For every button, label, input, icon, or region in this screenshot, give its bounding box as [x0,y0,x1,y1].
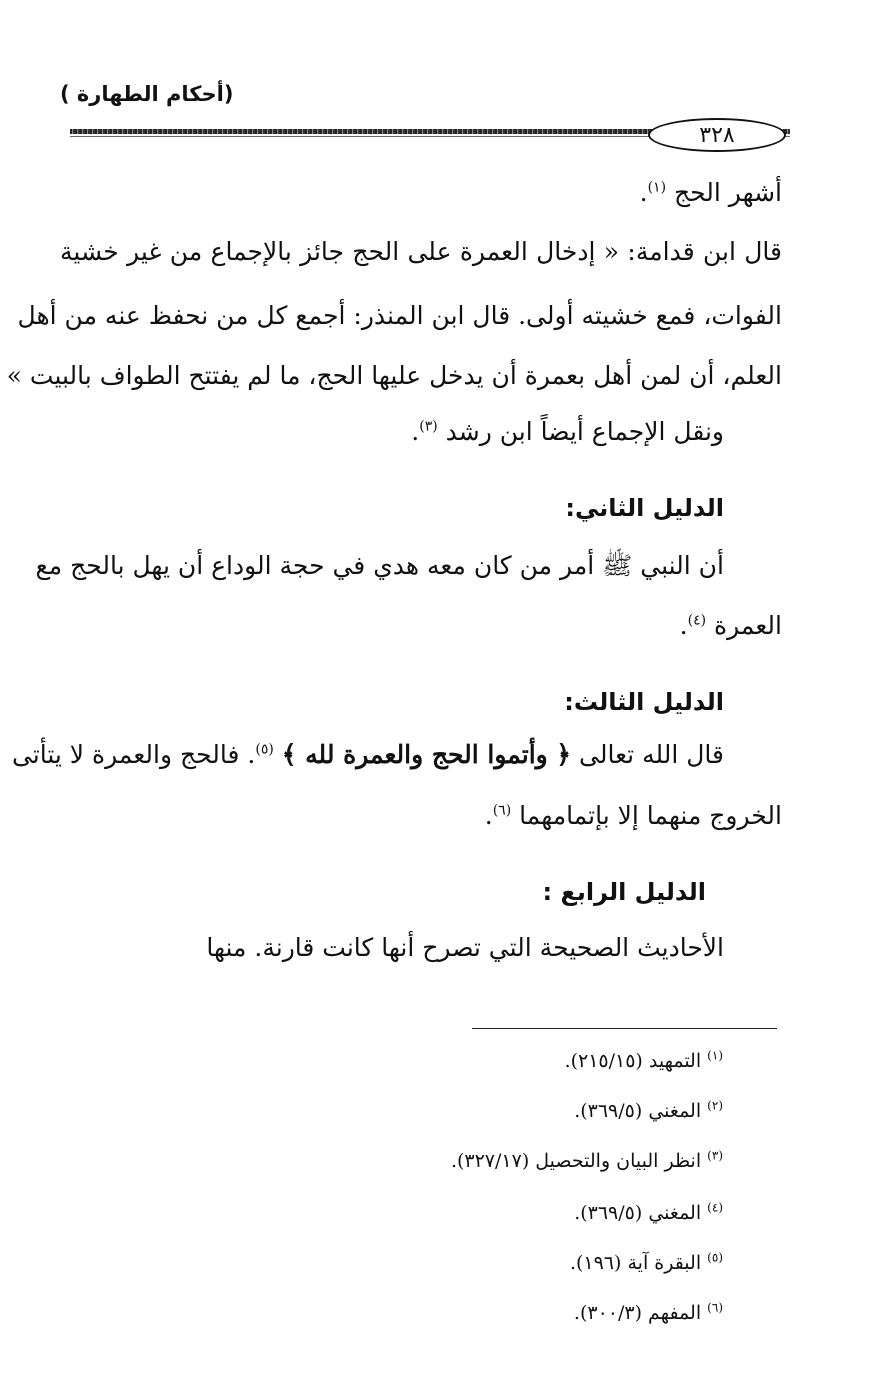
footnote-2: $^{(٢)}$ المغني (٣٦٩/٥). [574,1098,723,1122]
text-line-2: قال ابن قدامة: « إدخال العمرة على الحج جائز بالإجماع من غير خشية [60,237,782,266]
footnote-ref-3[interactable]: (٣) [419,418,438,435]
text-line-1: أشهر الحج $^{(١)}$. [639,178,782,207]
quran-quote: ﴿ وأتموا الحج والعمرة لله ﴾ [281,740,572,769]
footnote-5: $^{(٥)}$ البقرة آية (١٩٦). [569,1250,723,1274]
text-line-3: الفوات، فمع خشيته أولى. قال ابن المنذر: أجمع كل من نحفظ عنه من أهل [17,301,782,330]
footnote-ref-4[interactable]: (٤) [687,612,707,629]
text-line-6: أن النبي ﷺ أمر من كان معه هدي في حجة الوداع أن يهل بالحج مع [35,551,724,580]
text-line-4: العلم، أن لمن أهل بعمرة أن يدخل عليها الحج، ما لم يفتتح الطواف بالبيت » [6,361,782,390]
text-line-8: قال الله تعالى ﴿ وأتموا الحج والعمرة لله ﴾ $^{(٥)}$. فالحج والعمرة لا يتأتى [11,740,724,769]
footnote-ref-6[interactable]: (٦) [492,802,512,819]
text-line-9: الخروج منهما إلا بإتمامهما $^{(٦)}$. [484,801,782,830]
text-line-10: الأحاديث الصحيحة التي تصرح أنها كانت قارنة. منها [206,933,724,962]
footnote-3: $^{(٣)}$ انظر البيان والتحصيل (٣٢٧/١٧). [450,1148,723,1172]
heading-fourth-evidence: الدليل الرابع : [542,878,706,906]
footnote-ref-5[interactable]: (٥) [255,741,274,758]
heading-third-evidence: الدليل الثالث: [564,688,724,716]
text-line-5: ونقل الإجماع أيضاً ابن رشد $^{(٣)}$. [411,417,724,446]
heading-second-evidence: الدليل الثاني: [565,494,724,522]
footnote-separator [472,1028,777,1029]
footnote-1: $^{(١)}$ التمهيد (٢١٥/١٥). [564,1048,723,1072]
page-number: ٣٢٨ [648,118,786,152]
footnote-4: $^{(٤)}$ المغني (٣٦٩/٥). [574,1200,723,1224]
header-rule [70,120,790,150]
footnote-6: $^{(٦)}$ المفهم (٣٠٠/٣). [573,1300,723,1324]
footnote-ref-1[interactable]: (١) [647,179,667,196]
running-title: (أحكام الطهارة ) [60,82,234,106]
text-line-7: العمرة $^{(٤)}$. [679,611,782,640]
